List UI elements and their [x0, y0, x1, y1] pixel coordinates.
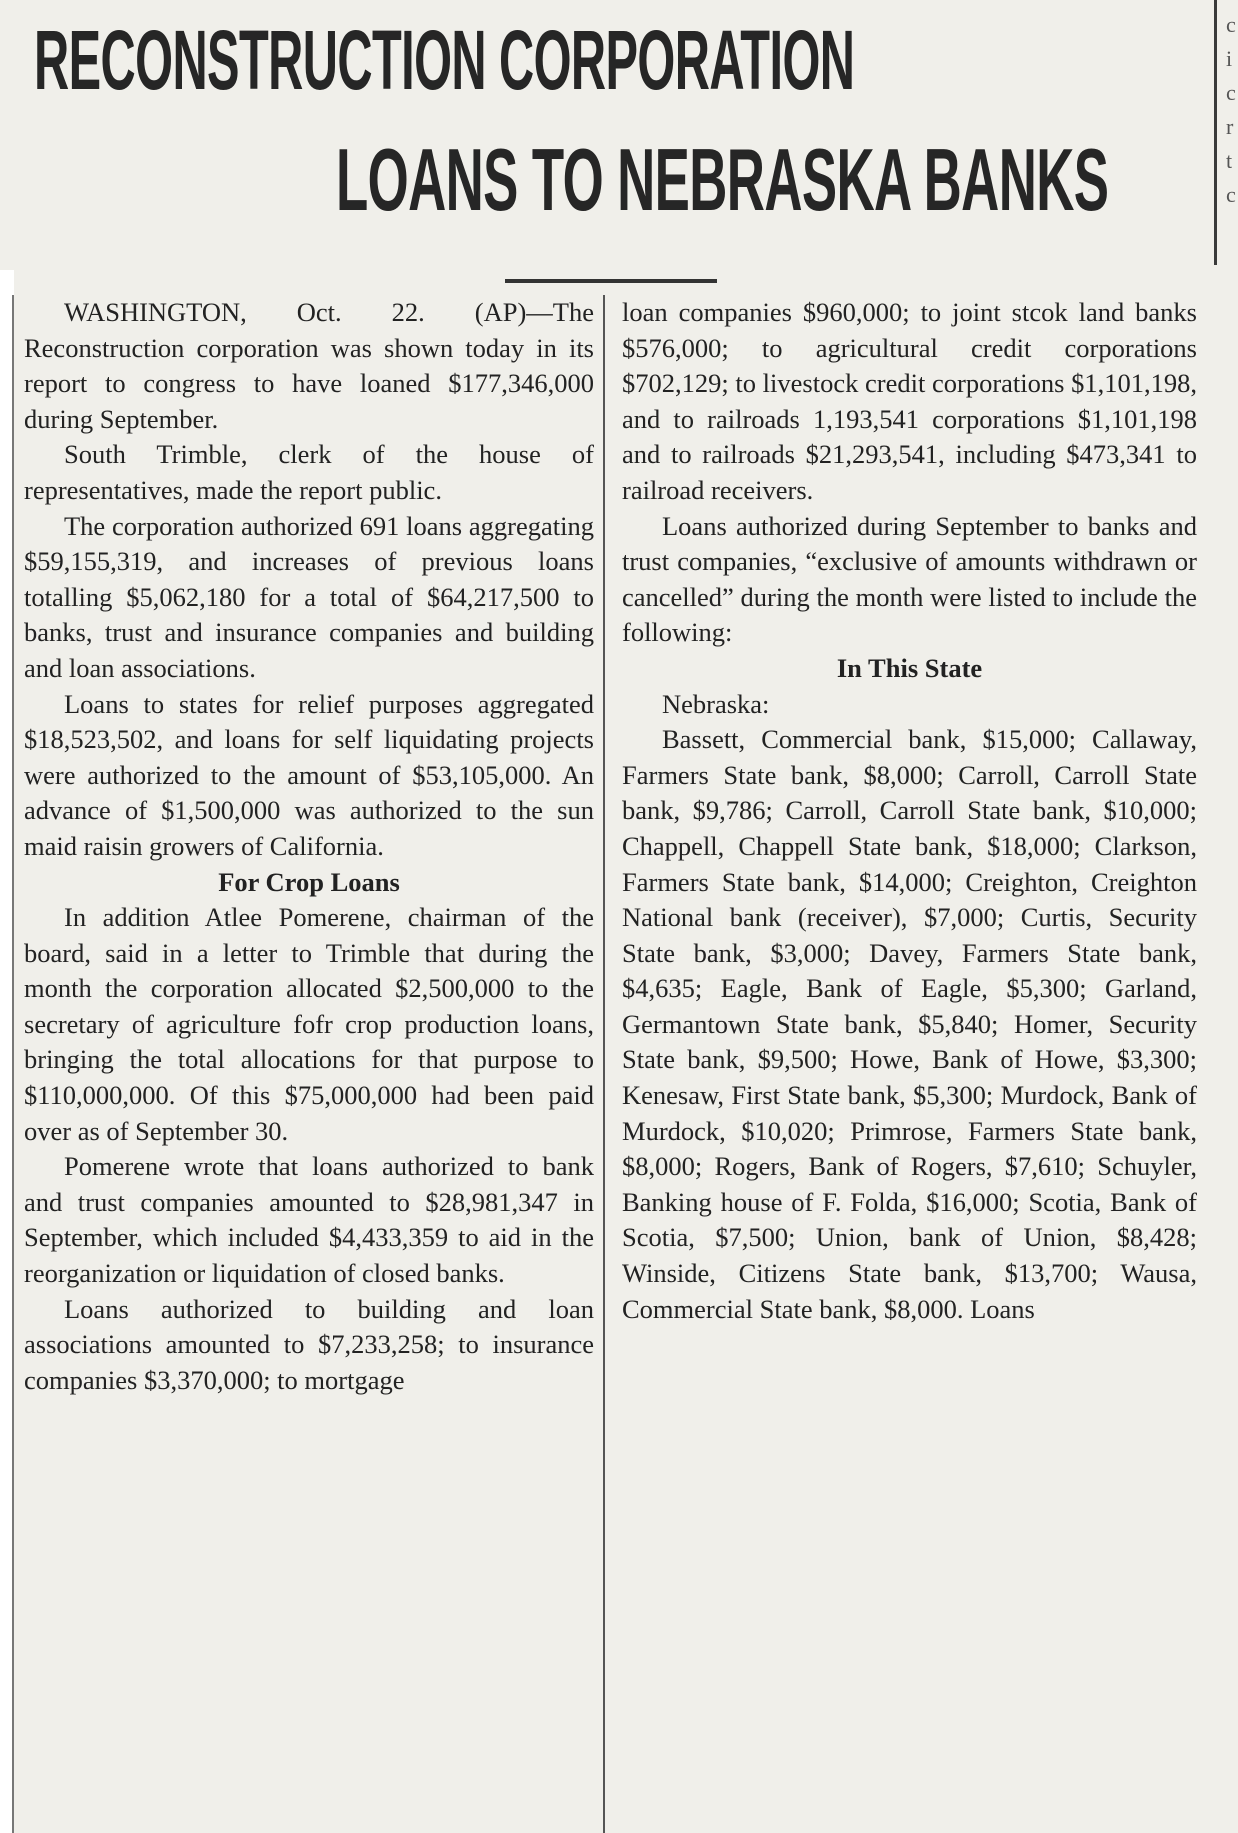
paragraph: The corporation authorized 691 loans aggregating $59,155,319, and increases of previous loans totalling $5,062,180 for a total of $64,217,500 to banks, trust and insurance companies and building and loan associations.	[24, 510, 594, 683]
paragraph: Pomerene wrote that loans authorized to bank and trust companies amounted to $28,981,347 in September, which included $4,433,359 to aid in the reorganization or liquidation of closed banks.	[24, 1151, 594, 1289]
paragraph: South Trimble, clerk of the house of representatives, made the report public.	[24, 439, 594, 505]
paragraph: Loans to states for relief purposes aggregated $18,523,502, and loans for self liquidating projects were authorized to the amount of $53,105,000. An advance of $1,500,000 was authorized to the sun maid raisin growers of California.	[24, 688, 594, 861]
subheading: In This State	[836, 652, 983, 683]
left-column-rule	[12, 295, 14, 1833]
paragraph: WASHINGTON, Oct. 22. (AP)—The Reconstruction corporation was shown today in its report to congress to have loaned $177,346,000 during September.	[24, 297, 594, 434]
article-column-1	[24, 295, 594, 1398]
adjacent-column-fragment: c i c r t c	[1226, 12, 1236, 207]
paragraph: Nebraska:	[662, 688, 770, 719]
paragraph: In addition Atlee Pomerene, chairman of the board, said in a letter to Trimble that during the month the corporation allocated $2,500,000 to the secretary of agriculture fofr crop production loans, bringing the total allocations for that purpose to $110,000,000. Of this $75,000,000 had been paid over as of September 30.	[24, 902, 594, 1146]
article-column-2	[622, 295, 1197, 1327]
headline-divider	[505, 279, 717, 283]
paragraph: Bassett, Commercial bank, $15,000; Callaway, Farmers State bank, $8,000; Carroll, Carroll State bank, $9,786; Carroll, Carroll State bank, $10,000; Chappell, Chappell State bank, $18,000; Clarkson, Farmers State bank, $14,000; Creighton, Creighton National bank (receiver), $7,000; Curtis, Security State bank, $3,000; Davey, Farmers State bank, $4,635; Eagle, Bank of Eagle, $5,300; Garland, Germantown State bank, $5,840; Homer, Security State bank, $9,500; Howe, Bank of Howe, $3,300; Kenesaw, First State bank, $5,300; Murdock, Bank of Murdock, $10,020; Primrose, Farmers State bank, $8,000; Rogers, Bank of Rogers, $7,610; Schuyler, Banking house of F. Folda, $16,000; Scotia, Bank of Scotia, $7,500; Union, bank of Union, $8,428; Winside, Citizens State bank, $13,700; Wausa, Commercial State bank, $8,000. Loans	[622, 724, 1197, 1324]
paragraph: loan companies $960,000; to joint stcok land banks $576,000; to agricultural credit corporations $702,129; to livestock credit corporations $1,101,198, and to railroads 1,193,541 corporations $1,101,198 and to railroads $21,293,541, including $473,341 to railroad receivers.	[622, 297, 1197, 505]
paragraph: Loans authorized during September to banks and trust companies, “exclusive of amounts withdrawn or cancelled” during the month were listed to include the following:	[622, 510, 1197, 648]
headline-line-1: RECONSTRUCTION CORPORATION	[34, 13, 855, 107]
adjacent-column-rule	[1214, 0, 1217, 265]
subheading: For Crop Loans	[218, 866, 400, 897]
headline-line-2: LOANS TO NEBRASKA BANKS	[336, 130, 1109, 229]
column-rule	[603, 295, 605, 1833]
paragraph: Loans authorized to building and loan associations amounted to $7,233,258; to insurance companies $3,370,000; to mortgage	[24, 1293, 594, 1395]
